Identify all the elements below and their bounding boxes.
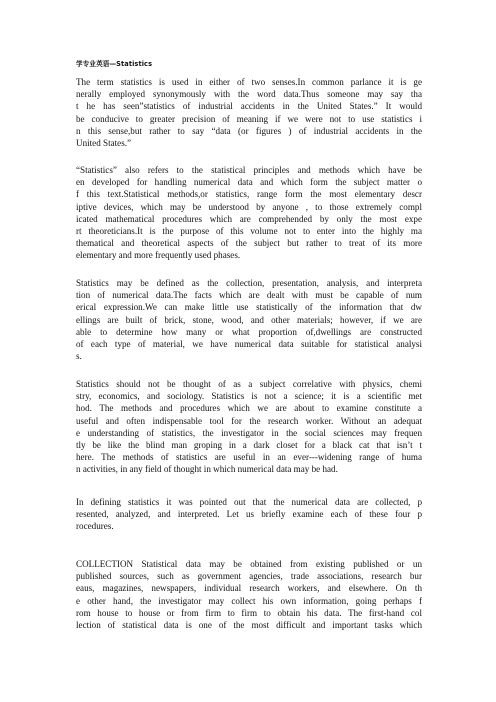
- paragraph-statistics-methods: [76, 164, 422, 262]
- text-line: rt theoreticians.It is the purpose of this volume not to enter into the highly ma: [76, 225, 422, 236]
- text-line: n activities, in any field of thought in which numerical data may be had.: [76, 464, 338, 475]
- text-line: able to determine how many or what proportion of,dwellings are constructed: [76, 326, 422, 337]
- text-line: s.: [76, 351, 82, 362]
- text-line: of each type of material, we have numerical data suitable for statistical analysi: [76, 338, 422, 349]
- text-line: rocedures.: [76, 521, 114, 532]
- text-line: e other hand, the investigator may collect his own information, going perhaps f: [76, 595, 422, 606]
- text-line: useful and often indispensable tool for the research worker. Without an adequat: [76, 415, 422, 426]
- paragraph-statistics-method: [76, 378, 422, 476]
- text-line: ellings are built of brick, stone, wood, and other materials; however, if we are: [76, 314, 422, 325]
- text-line: t he has seen”statistics of industrial accidents in the United States.” It would: [76, 101, 422, 112]
- text-line: Statistics may be defined as the collection, presentation, analysis, and interpreta: [76, 278, 422, 288]
- text-line: iptive devices, which may be understood by anyone , to those extremely compl: [76, 201, 422, 212]
- text-line: tly be like the blind man groping in a dark closet for a black cat that isn’t t: [76, 439, 422, 450]
- text-line: lection of statistical data is one of the most difficult and important tasks which: [76, 619, 422, 630]
- text-line: United States.”: [76, 137, 132, 148]
- text-line: Statistics should not be thought of as a subject correlative with physics, chemi: [76, 379, 422, 389]
- text-line: erical expression.We can make little use statistically of the information that dw: [76, 302, 422, 313]
- text-line: hod. The methods and procedures which we are about to examine constitute a: [76, 403, 422, 414]
- text-line: f this text.Statistical methods,or statistics, range form the most elementary descr: [76, 189, 422, 200]
- text-line: In defining statistics it was pointed out that the numerical data are collected, p: [76, 497, 422, 507]
- text-line: icated mathematical procedures which are comprehended by only the most expe: [76, 213, 422, 224]
- text-line: resented, analyzed, and interpreted. Let us briefly examine each of these four p: [76, 509, 422, 520]
- paragraph-collection: [76, 558, 422, 631]
- document-title: 学专业英语—Statistics: [76, 60, 153, 68]
- text-line: here. The methods of statistics are useful in an ever---widening range of huma: [76, 452, 422, 463]
- text-line: rom house to house or from firm to firm to obtain his data. The first-hand col: [76, 607, 422, 618]
- text-line: e understanding of statistics, the investigator in the social sciences may frequen: [76, 427, 422, 438]
- text-line: COLLECTION Statistical data may be obtained from existing published or un: [76, 559, 422, 569]
- text-line: tion of numerical data.The facts which are dealt with must be capable of num: [76, 290, 422, 301]
- text-line: be conducive to greater precision of meaning if we were not to use statistics i: [76, 113, 422, 124]
- text-line: The term statistics is used in either of two senses.In common parlance it is ge: [76, 77, 422, 87]
- paragraph-four-procedures: [76, 496, 422, 533]
- text-line: eaus, magazines, newspapers, individual research workers, and elsewhere. On th: [76, 583, 422, 594]
- text-line: thematical and theoretical aspects of the subject but rather to treat of its more: [76, 238, 422, 249]
- text-line: nerally employed synonymously with the word data.Thus someone may say tha: [76, 89, 422, 100]
- text-line: “Statistics” also refers to the statistical principles and methods which have be: [76, 165, 422, 175]
- paragraph-statistics-term: [76, 76, 422, 149]
- text-line: en developed for handling numerical data and which form the subject matter o: [76, 177, 422, 188]
- text-line: published sources, such as government agencies, trade associations, research bur: [76, 571, 422, 582]
- text-line: n this sense,but rather to say “data (or figures ) of industrial accidents in the: [76, 125, 422, 136]
- text-line: stry, economics, and sociology. Statistics is not a science; it is a scientific met: [76, 391, 422, 402]
- text-line: elementary and more frequently used phases.: [76, 250, 241, 261]
- paragraph-statistics-definition: [76, 277, 422, 362]
